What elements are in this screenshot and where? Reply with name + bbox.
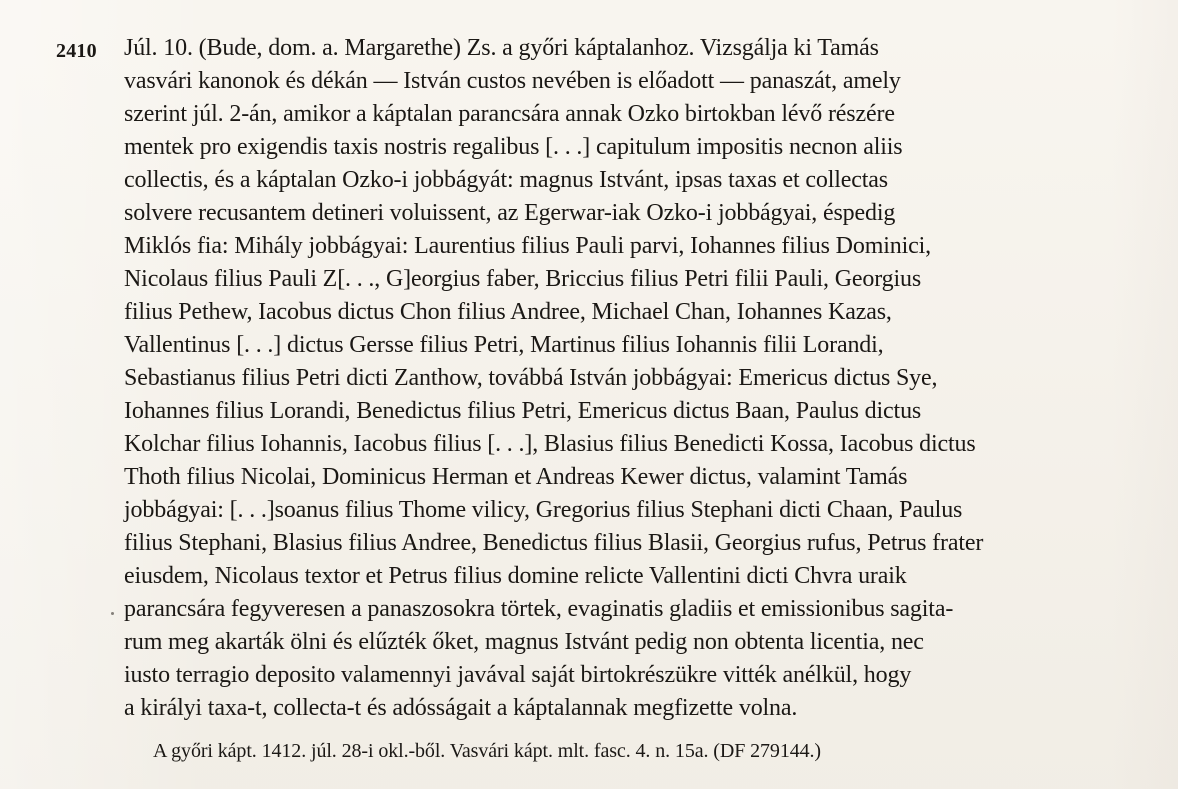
body-line: vasvári kanonok és dékán — István custos nevében is előadott — panaszát, amely: [124, 68, 901, 94]
source-note: A győri kápt. 1412. júl. 28-i okl.-ből. Vasvári kápt. mlt. fasc. 4. n. 15a. (DF 279144.): [153, 740, 821, 762]
body-line: filius Pethew, Iacobus dictus Chon filius Andree, Michael Chan, Iohannes Kazas,: [124, 299, 892, 325]
print-speck: [111, 612, 114, 615]
entry-number: 2410: [56, 40, 97, 62]
body-line: szerint júl. 2-án, amikor a káptalan parancsára annak Ozko birtokban lévő részére: [124, 101, 895, 127]
body-line: rum meg akarták ölni és elűzték őket, magnus Istvánt pedig non obtenta licentia, nec: [124, 629, 924, 655]
body-line: jobbágyai: [. . .]soanus filius Thome vilicy, Gregorius filius Stephani dicti Chaan, Paulus: [124, 497, 963, 523]
body-line: Kolchar filius Iohannis, Iacobus filius [. . .], Blasius filius Benedicti Kossa, Iacobus dictus: [124, 431, 976, 457]
body-line: Nicolaus filius Pauli Z[. . ., G]eorgius faber, Briccius filius Petri filii Pauli, Georgius: [124, 266, 922, 292]
body-line: Sebastianus filius Petri dicti Zanthow, továbbá István jobbágyai: Emericus dictus Sye,: [124, 365, 938, 391]
body-line: mentek pro exigendis taxis nostris regalibus [. . .] capitulum impositis necnon aliis: [124, 134, 903, 160]
body-line: a királyi taxa-t, collecta-t és adósságait a káptalannak megfizette volna.: [124, 695, 798, 721]
body-line: Miklós fia: Mihály jobbágyai: Laurentius filius Pauli parvi, Iohannes filius Dominici,: [124, 233, 931, 259]
body-line: Júl. 10. (Bude, dom. a. Margarethe) Zs. a győri káptalanhoz. Vizsgálja ki Tamás: [124, 35, 879, 61]
body-line: solvere recusantem detineri voluissent, az Egerwar-iak Ozko-i jobbágyai, éspedig: [124, 200, 896, 226]
body-line: filius Stephani, Blasius filius Andree, Benedictus filius Blasii, Georgius rufus, Petrus frater: [124, 530, 984, 556]
body-line: iusto terragio deposito valamennyi javával saját birtokrészükre vitték anélkül, hogy: [124, 662, 912, 688]
body-line: eiusdem, Nicolaus textor et Petrus filius domine relicte Vallentini dicti Chvra uraik: [124, 563, 907, 589]
document-body: [124, 32, 1120, 725]
page-edge-shadow: [1112, 0, 1178, 789]
body-line: Vallentinus [. . .] dictus Gersse filius Petri, Martinus filius Iohannis filii Lorandi,: [124, 332, 884, 358]
body-line: collectis, és a káptalan Ozko-i jobbágyát: magnus Istvánt, ipsas taxas et collectas: [124, 167, 888, 193]
body-line: Thoth filius Nicolai, Dominicus Herman et Andreas Kewer dictus, valamint Tamás: [124, 464, 908, 490]
body-line: Iohannes filius Lorandi, Benedictus filius Petri, Emericus dictus Baan, Paulus dictus: [124, 398, 922, 424]
body-line: parancsára fegyveresen a panaszosokra törtek, evaginatis gladiis et emissionibus sagita-: [124, 596, 954, 622]
